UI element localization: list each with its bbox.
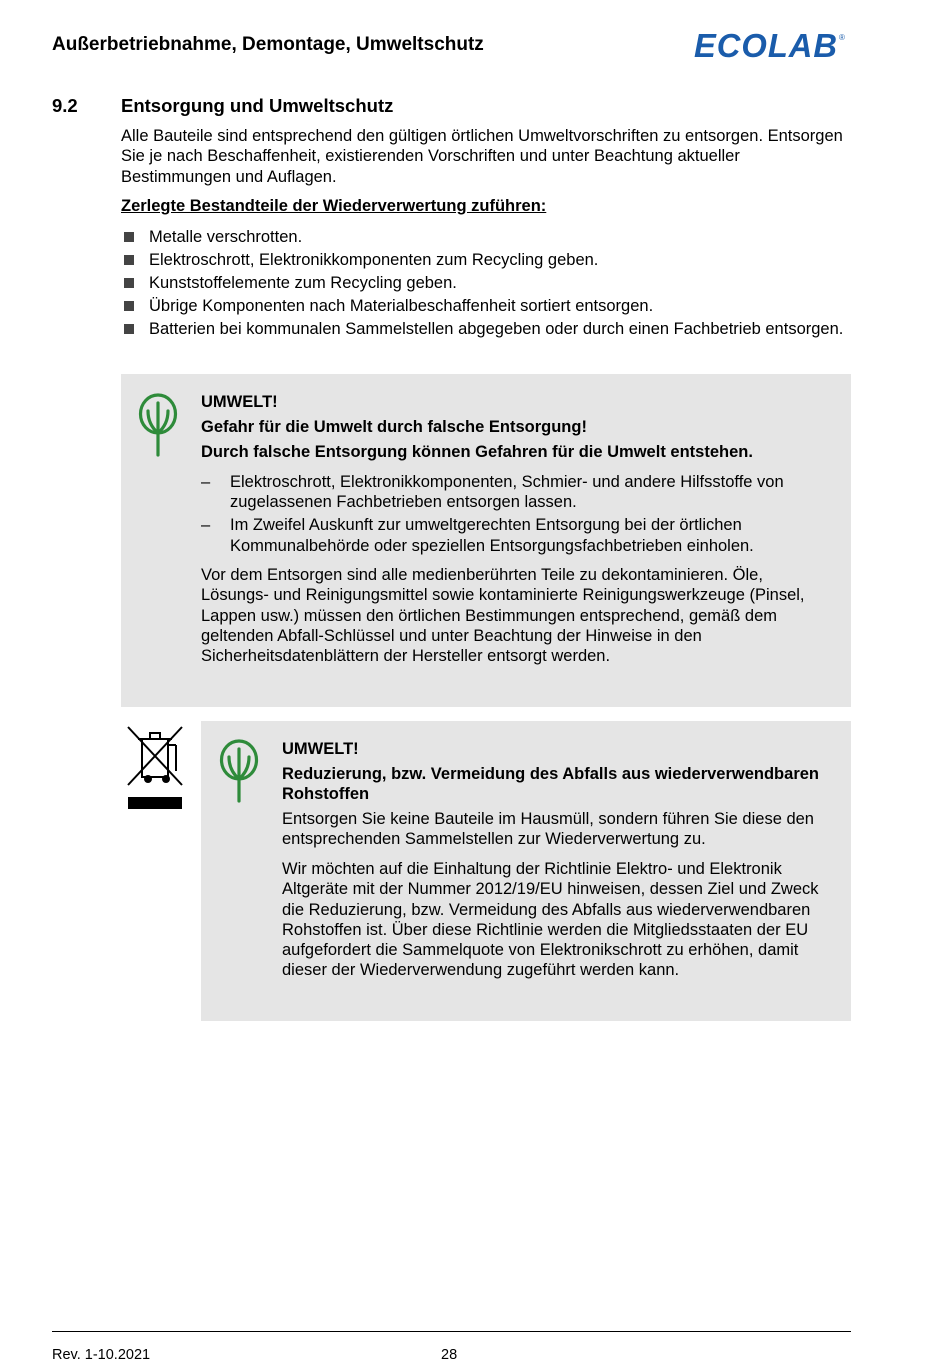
notice-label: UMWELT! [201,393,278,411]
list-item-text: Kunststoffelemente zum Recycling geben. [149,274,457,293]
plant-icon [138,393,178,457]
notice-heading: Reduzierung, bzw. Vermeidung des Abfalls aus wiederverwendbaren Rohstoffen [282,765,819,804]
list-item-text: Elektroschrott, Elektronikkomponenten, Schmier- und andere Hilfsstoffe von zugelassenen Fachbetrieben entsorgen lassen. [230,473,784,512]
notice-danger-heading: Gefahr für die Umwelt durch falsche Entsorgung! [201,418,587,436]
section-title: Entsorgung und Umweltschutz [121,95,394,116]
list-item-text: Batterien bei kommunalen Sammelstellen abgegeben oder durch einen Fachbetrieb entsorgen. [149,320,844,339]
recycling-sub-heading: Zerlegte Bestandteile der Wiederverwertung zuführen: [121,197,547,215]
footer-revision: Rev. 1-10.2021 [52,1347,151,1363]
square-bullet-icon [124,255,134,265]
dash-bullet: – [201,516,211,535]
list-item [201,515,831,556]
square-bullet-icon [124,301,134,311]
list-item [121,227,851,247]
footer-divider [52,1331,851,1332]
ecolab-logo [694,28,844,62]
list-item [121,273,851,293]
weee-crossed-bin-icon [124,725,186,813]
notice-paragraph: Entsorgen Sie keine Bauteile im Hausmüll, sondern führen Sie diese den entsprechenden Sammelstellen zur Wiederverwertung zu. [282,810,814,849]
notice-label: UMWELT! [282,740,359,758]
square-bullet-icon [124,232,134,242]
notice-paragraph: Vor dem Entsorgen sind alle medienberührten Teile zu dekontaminieren. Öle, Lösungs- und Reinigungsmittel sowie kontaminierte Reinigungswerkzeuge (Pinsel, Lappen usw.) müssen den örtlichen Bestimmungen entsprechend, gemäß dem geltenden Abfall-Schlüssel und unter Beachtung der Hinweise in den Sicherheitsdatenblättern der Hersteller entsorgt werden. [201,566,805,666]
section-number: 9.2 [52,95,78,116]
plant-icon [219,739,259,803]
list-item [201,472,831,513]
square-bullet-icon [124,324,134,334]
notice-action-list [201,472,831,559]
intro-paragraph: Alle Bauteile sind entsprechend den gültigen örtlichen Umweltvorschriften zu entsorgen. Entsorgen Sie je nach Beschaffenheit, existierenden Vorschriften und unter Beachtung aktueller Bestimmungen und Auflagen. [121,127,843,186]
recycling-list [121,227,851,342]
list-item-text: Übrige Komponenten nach Materialbeschaffenheit sortiert entsorgen. [149,297,654,316]
list-item [121,250,851,270]
list-item-text: Elektroschrott, Elektronikkomponenten zum Recycling geben. [149,251,599,270]
svg-text:®: ® [839,33,845,42]
list-item [121,296,851,316]
list-item [121,319,851,339]
page-header-title: Außerbetriebnahme, Demontage, Umweltschutz [52,34,484,55]
page-number: 28 [441,1347,458,1363]
notice-description: Durch falsche Entsorgung können Gefahren für die Umwelt entstehen. [201,443,753,461]
list-item-text: Im Zweifel Auskunft zur umweltgerechten Entsorgung bei der örtlichen Kommunalbehörde oder speziellen Entsorgungsfachbetrieben einholen. [230,516,754,555]
notice-paragraph: Wir möchten auf die Einhaltung der Richtlinie Elektro- und Elektronik Altgeräte mit der Nummer 2012/19/EU hinweisen, dessen Ziel und Zweck die Reduzierung, bzw. Vermeidung des Abfalls aus wiederverwendbaren Rohstoffen ist. Über diese Richtlinie werden die Mitgliedsstaaten der EU aufgefordert die Sammelquote von Elektronikschrott zu erhöhen, damit dieser der Wiederverwendung zugeführt werden kann. [282,860,819,980]
logo-text: ECOLAB [694,27,838,64]
square-bullet-icon [124,278,134,288]
dash-bullet: – [201,473,211,491]
list-item-text: Metalle verschrotten. [149,228,303,246]
